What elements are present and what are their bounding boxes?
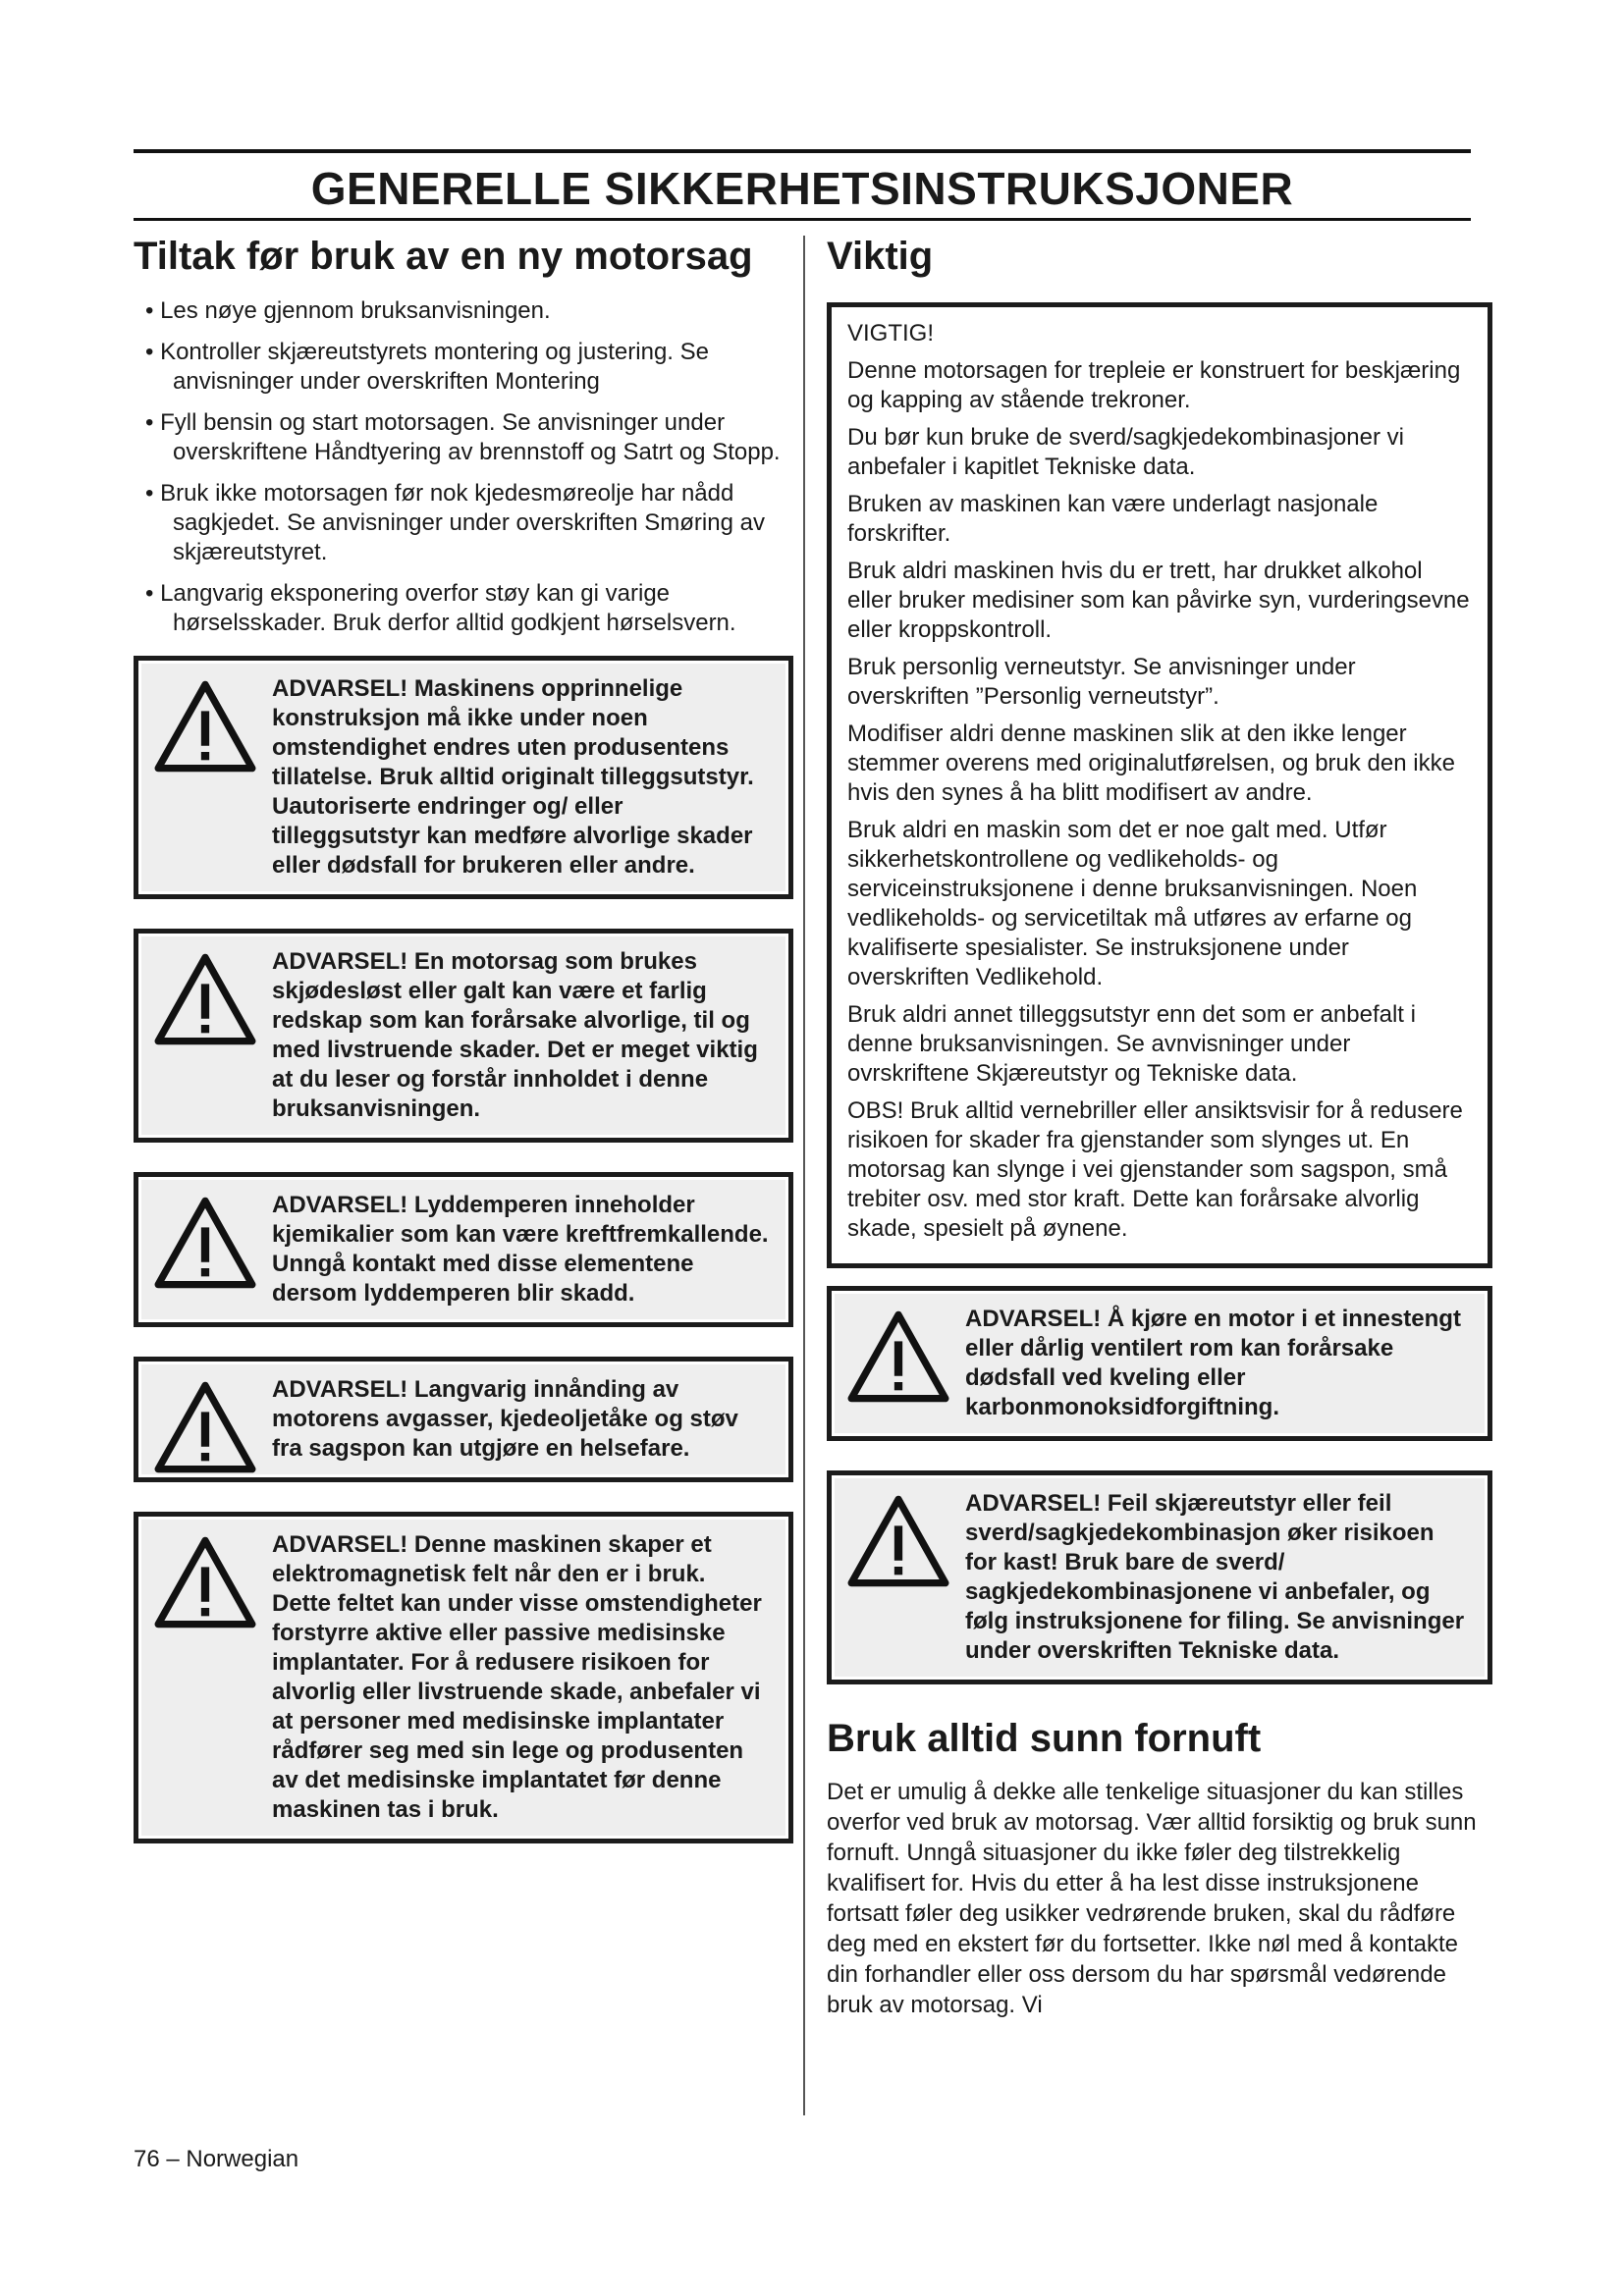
warning-triangle-icon (154, 1536, 256, 1629)
warning-box (827, 1470, 1492, 1684)
important-paragraph: Bruk aldri annet tilleggsutstyr enn det som er anbefalt i denne bruksanvisningen. Se avnvisninger under ovrskriftene Skjæreutstyr og Tekniske data. (847, 1001, 1416, 1087)
section-heading-common-sense: Bruk alltid sunn fornuft (827, 1717, 1262, 1760)
warning-triangle-icon (154, 953, 256, 1045)
list-item: • Langvarig eksponering overfor støy kan gi varige hørselsskader. Bruk derfor alltid godkjent hørselsvern. (134, 579, 793, 638)
important-paragraph: OBS! Bruk alltid vernebriller eller ansiktsvisir for å redusere risikoen for skader fra gjenstander som slynges ut. En motorsag kan slynge i vei gjenstander som sagspon, små trebiter osv. med stor kraft. Dette kan forårsake alvorlig skade, spesielt på øynene. (847, 1097, 1463, 1242)
column-divider (803, 236, 805, 2115)
page-footer: 76 – Norwegian (134, 2146, 299, 2172)
warning-triangle-icon (847, 1495, 949, 1587)
warning-text: ADVARSEL! Maskinens opprinnelige konstruksjon må ikke under noen omstendighet endres uten produsentens tillatelse. Bruk alltid originalt tilleggsutstyr. Uautoriserte endringer og/ eller tilleggsutstyr kan medføre alvorlige skader eller dødsfall for brukeren eller andre. (272, 675, 754, 879)
important-label: VIGTIG! (847, 320, 935, 347)
important-paragraph: Du bør kun bruke de sverd/sagkjedekombinasjoner vi anbefaler i kapitlet Tekniske data. (847, 424, 1404, 480)
warning-text: ADVARSEL! Feil skjæreutstyr eller feil sverd/sagkjedekombinasjon øker risikoen for kast! Bruk bare de sverd/ sagkjedekombinasjonene vi anbefaler, og følg instruksjonene for filing. Se anvisninger under overskriften Tekniske data. (965, 1490, 1465, 1664)
warning-triangle-icon (154, 1197, 256, 1289)
list-item: • Kontroller skjæreutstyrets montering og justering. Se anvisninger under overskriften Montering (134, 338, 793, 397)
section-heading-important: Viktig (827, 235, 934, 278)
important-paragraph: Bruk aldri maskinen hvis du er trett, har drukket alkohol eller bruker medisiner som kan påvirke syn, vurderingsevne eller kroppskontroll. (847, 558, 1470, 643)
bullet-list (134, 296, 793, 638)
warning-text: ADVARSEL! En motorsag som brukes skjødesløst eller galt kan være et farlig redskap som kan forårsake alvorlige, til og med livstruende skader. Det er meget viktig at du leser og forstår innholdet i denne bruksanvisningen. (272, 948, 758, 1122)
list-item: • Bruk ikke motorsagen før nok kjedesmøreolje har nådd sagkjedet. Se anvisninger under overskriften Smøring av skjæreutstyret. (134, 479, 793, 567)
important-box (827, 302, 1492, 1268)
section-heading-new-chainsaw: Tiltak før bruk av en ny motorsag (134, 235, 753, 278)
title-underline (134, 218, 1471, 221)
warning-list (134, 656, 793, 1843)
right-column (827, 232, 1492, 2020)
list-item: • Les nøye gjennom bruksanvisningen. (134, 296, 793, 326)
important-paragraph: Denne motorsagen for trepleie er konstruert for beskjæring og kapping av stående trekroner. (847, 357, 1461, 413)
warning-text: ADVARSEL! Langvarig innånding av motorens avgasser, kjedeoljetåke og støv fra sagspon kan utgjøre en helsefare. (272, 1376, 738, 1462)
warning-box (134, 929, 793, 1143)
warning-box (134, 1357, 793, 1482)
left-column (134, 232, 793, 1873)
warning-text: ADVARSEL! Denne maskinen skaper et elektromagnetisk felt når den er i bruk. Dette feltet kan under visse omstendigheter forstyrre aktive eller passive medisinske implantater. For å redusere risikoen for alvorlig eller livstruende skade, anbefaler vi at personer med medisinske implantater rådfører seg med sin lege og produsenten av det medisinske implantatet før denne maskinen tas i bruk. (272, 1531, 762, 1823)
top-rule (134, 149, 1471, 153)
common-sense-paragraph: Det er umulig å dekke alle tenkelige situasjoner du kan stilles overfor ved bruk av motorsag. Vær alltid forsiktig og bruk sunn fornuft. Unngå situasjoner du ikke føler deg tilstrekkelig kvalifisert for. Hvis du etter å ha lest disse instruksjonene fortsatt føler deg usikker vedrørende bruken, skal du rådføre deg med en ekstert før du fortsetter. Ikke nøl med å kontakte din forhandler eller oss dersom du har spørsmål vedørende bruk av motorsag. Vi (827, 1779, 1477, 2018)
warning-box (134, 1172, 793, 1327)
warning-triangle-icon (847, 1310, 949, 1403)
warning-triangle-icon (154, 680, 256, 773)
page-title: GENERELLE SIKKERHETSINSTRUKSJONER (310, 163, 1294, 214)
warning-text: ADVARSEL! Å kjøre en motor i et innestengt eller dårlig ventilert rom kan forårsake dødsfall ved kveling eller karbonmonoksidforgiftning. (965, 1306, 1461, 1420)
important-paragraph: Bruken av maskinen kan være underlagt nasjonale forskrifter. (847, 491, 1379, 547)
warning-triangle-icon (154, 1381, 256, 1473)
warning-box (134, 656, 793, 899)
important-paragraph: Bruk personlig verneutstyr. Se anvisninger under overskriften ”Personlig verneutstyr”. (847, 654, 1356, 710)
important-paragraph: Bruk aldri en maskin som det er noe galt med. Utfør sikkerhetskontrollene og vedlikeholds- og serviceinstruksjonene i denne bruksanvisningen. Noen vedlikeholds- og servicetiltak må utføres av erfarne og kvalifiserte spesialister. Se instruksjonene under overskriften Vedlikehold. (847, 817, 1418, 990)
warning-box (827, 1286, 1492, 1441)
list-item: • Fyll bensin og start motorsagen. Se anvisninger under overskriftene Håndtyering av brennstoff og Satrt og Stopp. (134, 408, 793, 467)
warning-text: ADVARSEL! Lyddemperen inneholder kjemikalier som kan være kreftfremkallende. Unngå kontakt med disse elementene dersom lyddemperen blir skadd. (272, 1192, 769, 1307)
warning-box (134, 1512, 793, 1843)
important-paragraph: Modifiser aldri denne maskinen slik at den ikke lenger stemmer overens med originalutførelsen, og bruk den ikke hvis den synes å ha blitt modifisert av andre. (847, 721, 1455, 806)
